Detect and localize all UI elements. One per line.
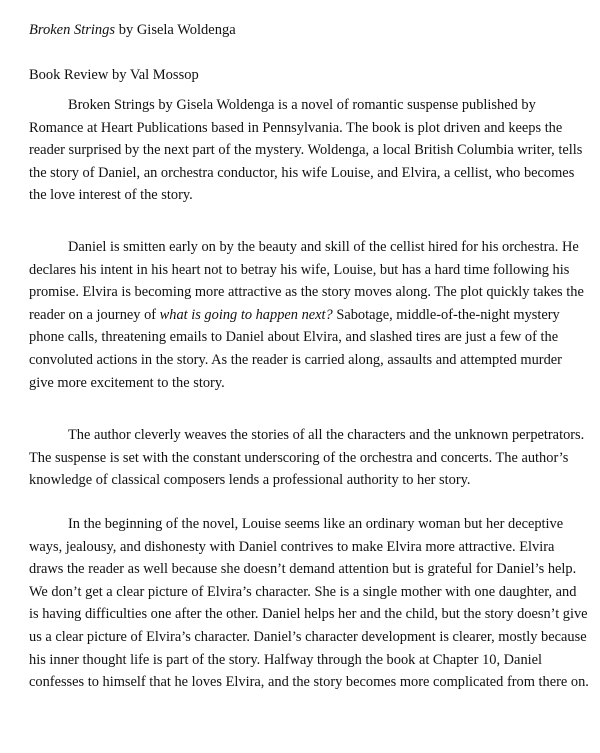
book-title-line [29,20,236,40]
book-title: Broken Strings [29,22,116,38]
text-line: The suspense is set with the constant underscoring of the orchestra and concerts. The author’s [29,449,569,466]
text-line: the story of Daniel, an orchestra conductor, his wife Louise, and Elvira, a cellist, who becomes [29,164,575,181]
text-line-mixed [29,304,577,327]
book-author: by Gisela Woldenga [115,22,236,38]
text-line: phone calls, threatening emails to Daniel about Elvira, and slashed tires are just a few of the [29,329,559,346]
paragraph-characters [29,513,589,694]
text-line: his inner thought life is part of the story. Halfway through the book at Chapter 10, Daniel [29,651,543,668]
text-line: give more excitement to the story. [29,374,225,391]
text-segment: Sabotage, middle-of-the-night mystery [332,306,560,323]
text-line: knowledge of classical composers lends a professional authority to her story. [29,472,471,489]
text-line: declares his intent in his heart not to betray his wife, Louise, but has a hard time following his [29,261,570,278]
paragraph-intro [29,94,583,207]
text-line: The author cleverly weaves the stories of all the characters and the unknown perpetrators. [68,427,585,443]
text-segment: reader on a journey of [29,306,160,323]
text-line: ways, jealousy, and dishonesty with Daniel contrives to make Elvira more attractive. Elvira [29,538,555,555]
text-line: promise. Elvira is becoming more attractive as the story moves along. The plot quickly takes the [29,284,584,301]
text-line: In the beginning of the novel, Louise seems like an ordinary woman but her deceptive [68,516,564,532]
text-line: Daniel is smitten early on by the beauty and skill of the cellist hired for his orchestra. He [68,239,579,255]
italic-phrase: what is going to happen next? [159,306,333,323]
text-line: Broken Strings by Gisela Woldenga is a novel of romantic suspense published by [68,97,536,113]
text-line: is having difficulties one after the other. Daniel helps her and the child, but the story doesn’t give [29,606,588,623]
text-line: reader surprised by the next part of the mystery. Woldenga, a local British Columbia writer, tells [29,142,583,159]
text-line: We don’t get a clear picture of Elvira’s character. She is a single mother with one daughter, and [29,583,577,600]
paragraph-plot [29,236,584,394]
text-line: confesses to himself that he loves Elvira, and the story becomes more complicated from there on. [29,674,589,691]
text-line: us a clear picture of Elvira’s character. Daniel’s character development is clearer, mostly because [29,628,587,645]
text-line: the love interest of the story. [29,187,193,204]
paragraph-suspense [29,424,585,492]
text-line: draws the reader as well because she doesn’t demand attention but is grateful for Daniel’s help. [29,561,577,578]
text-line: convoluted actions in the story. As the reader is carried along, assaults and attempted murder [29,351,562,368]
text-line: Romance at Heart Publications based in Pennsylvania. The book is plot driven and keeps the [29,119,563,136]
review-byline: Book Review by Val Mossop [29,67,199,83]
